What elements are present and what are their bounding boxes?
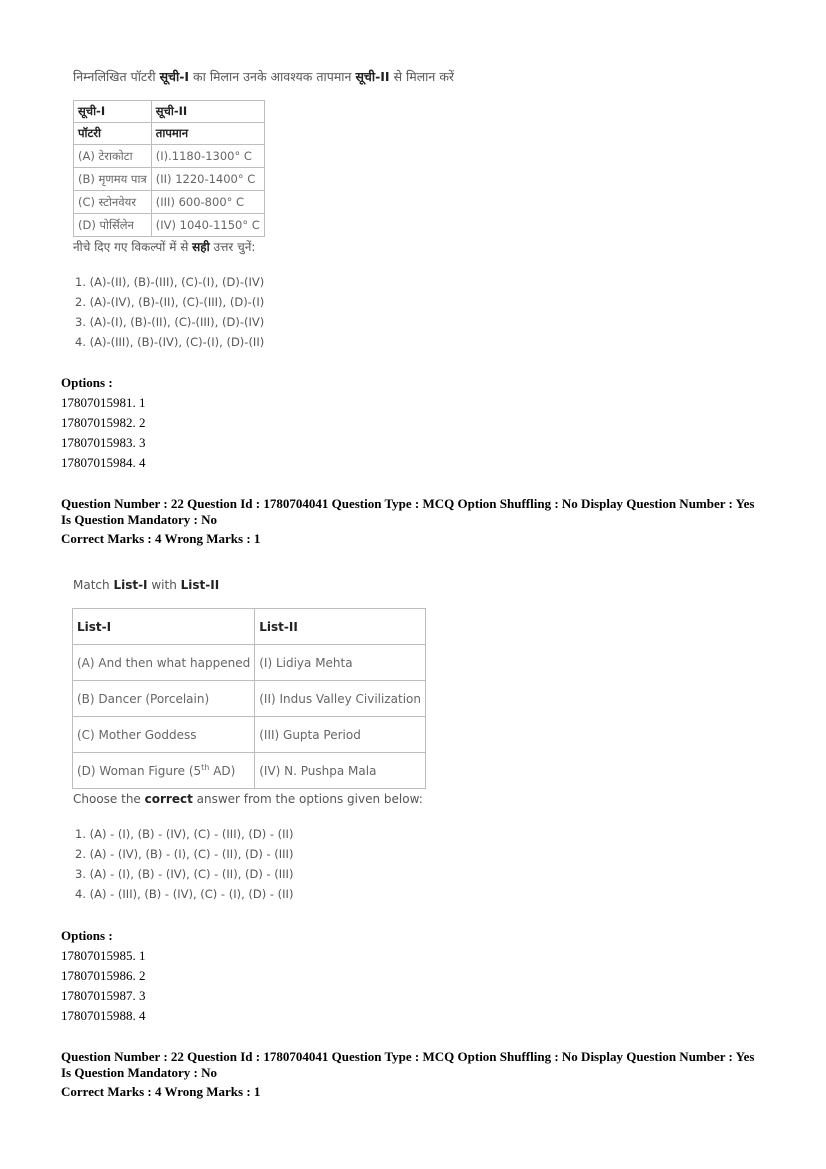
table-cell: (III) Gupta Period [255, 717, 426, 753]
table-row [74, 191, 265, 214]
table-cell: (B) मृणमय पात्र [74, 168, 152, 191]
question-2-table [72, 608, 426, 789]
table-cell: (II) 1220-1400° C [151, 168, 264, 191]
marks-line: Correct Marks : 4 Wrong Marks : 1 [61, 531, 261, 546]
table-row [74, 145, 265, 168]
table-cell: (A) टेराकोटा [74, 145, 152, 168]
option-item: 17807015985. 1 [61, 948, 146, 963]
table-header-row [74, 101, 265, 123]
table-header-cell: सूची-II [151, 101, 264, 123]
option-item: 17807015984. 4 [61, 455, 146, 470]
question-2-alternatives [75, 824, 293, 904]
instruction-text: answer from the options given below: [192, 792, 423, 806]
table-cell: (B) Dancer (Porcelain) [73, 681, 255, 717]
question-1-table [73, 100, 265, 237]
list-ii-label: सूची-II [355, 69, 390, 84]
instruction-text: Choose the [73, 792, 145, 806]
alternative-item: 1. (A)-(II), (B)-(III), (C)-(I), (D)-(IV) [75, 275, 265, 289]
table-cell: (D) पोर्सिलेन [74, 214, 152, 237]
cell-text: (D) Woman Figure (5 [77, 764, 202, 778]
table-cell: (IV) N. Pushpa Mala [255, 753, 426, 789]
table-cell: (A) And then what happened [73, 645, 255, 681]
options-list [61, 393, 146, 473]
option-item: 17807015981. 1 [61, 395, 146, 410]
intro-text: का मिलान उनके आवश्यक तापमान [189, 69, 356, 84]
question-2-metadata [61, 496, 781, 547]
table-row [73, 645, 426, 681]
question-1-instruction [73, 238, 255, 255]
table-row [74, 214, 265, 237]
option-item: 17807015988. 4 [61, 1008, 146, 1023]
table-header-cell: सूची-I [74, 101, 152, 123]
intro-text: से मिलान करें [389, 69, 455, 84]
alternative-item: 3. (A) - (I), (B) - (IV), (C) - (II), (D) - (III) [75, 867, 294, 881]
option-item: 17807015982. 2 [61, 415, 146, 430]
question-2-options [61, 926, 146, 1026]
superscript: th [201, 763, 210, 772]
question-2-instruction [73, 792, 423, 806]
question-2-intro [73, 578, 219, 592]
instruction-emphasis: सही [192, 240, 210, 254]
metadata-line: Is Question Mandatory : No [61, 1065, 218, 1080]
table-row [73, 717, 426, 753]
list-i-label: सूची-I [159, 69, 190, 84]
table-cell: (IV) 1040-1150° C [151, 214, 264, 237]
list-ii-label: List-II [180, 578, 220, 592]
list-i-label: List-I [113, 578, 148, 592]
instruction-text: नीचे दिए गए विकल्पों में से [73, 240, 193, 254]
intro-text: निम्नलिखित पॉटरी [73, 69, 160, 84]
question-3-metadata [61, 1049, 781, 1100]
table-row [74, 168, 265, 191]
table-cell: (C) स्टोनवेयर [74, 191, 152, 214]
table-row [73, 753, 426, 789]
table-header-cell: पॉटरी [74, 123, 152, 145]
marks-line: Correct Marks : 4 Wrong Marks : 1 [61, 1084, 261, 1099]
intro-text: with [147, 578, 181, 592]
question-1-options [61, 373, 146, 473]
options-list [61, 946, 146, 1026]
table-cell [73, 753, 255, 789]
table-row [73, 681, 426, 717]
option-item: 17807015986. 2 [61, 968, 146, 983]
table-cell: (III) 600-800° C [151, 191, 264, 214]
alternative-item: 2. (A) - (IV), (B) - (I), (C) - (II), (D) - (III) [75, 847, 294, 861]
instruction-text: उत्तर चुनें: [209, 240, 256, 254]
table-header-row [74, 123, 265, 145]
alternative-item: 4. (A) - (III), (B) - (IV), (C) - (I), (D) - (II) [75, 887, 294, 901]
metadata-line: Is Question Mandatory : No [61, 512, 218, 527]
cell-text: AD) [209, 764, 236, 778]
instruction-emphasis: correct [144, 792, 193, 806]
alternative-item: 3. (A)-(I), (B)-(II), (C)-(III), (D)-(IV) [75, 315, 265, 329]
options-label: Options : [61, 928, 113, 943]
alternative-item: 4. (A)-(III), (B)-(IV), (C)-(I), (D)-(II) [75, 335, 265, 349]
table-cell: (C) Mother Goddess [73, 717, 255, 753]
option-item: 17807015983. 3 [61, 435, 146, 450]
metadata-line: Question Number : 22 Question Id : 1780704041 Question Type : MCQ Option Shuffling : No Display Question Number : Yes [61, 496, 755, 511]
table-header-cell: List-I [73, 609, 255, 645]
table-cell: (I) Lidiya Mehta [255, 645, 426, 681]
metadata-line: Question Number : 22 Question Id : 1780704041 Question Type : MCQ Option Shuffling : No Display Question Number : Yes [61, 1049, 755, 1064]
options-label: Options : [61, 375, 113, 390]
alternative-item: 1. (A) - (I), (B) - (IV), (C) - (III), (D) - (II) [75, 827, 294, 841]
table-header-cell: List-II [255, 609, 426, 645]
question-1-alternatives [75, 272, 264, 352]
option-item: 17807015987. 3 [61, 988, 146, 1003]
table-cell: (I).1180-1300° C [151, 145, 264, 168]
table-header-cell: तापमान [151, 123, 264, 145]
alternative-item: 2. (A)-(IV), (B)-(II), (C)-(III), (D)-(I) [75, 295, 265, 309]
table-header-row [73, 609, 426, 645]
question-1-intro [73, 68, 454, 85]
intro-text: Match [73, 578, 114, 592]
table-cell: (II) Indus Valley Civilization [255, 681, 426, 717]
